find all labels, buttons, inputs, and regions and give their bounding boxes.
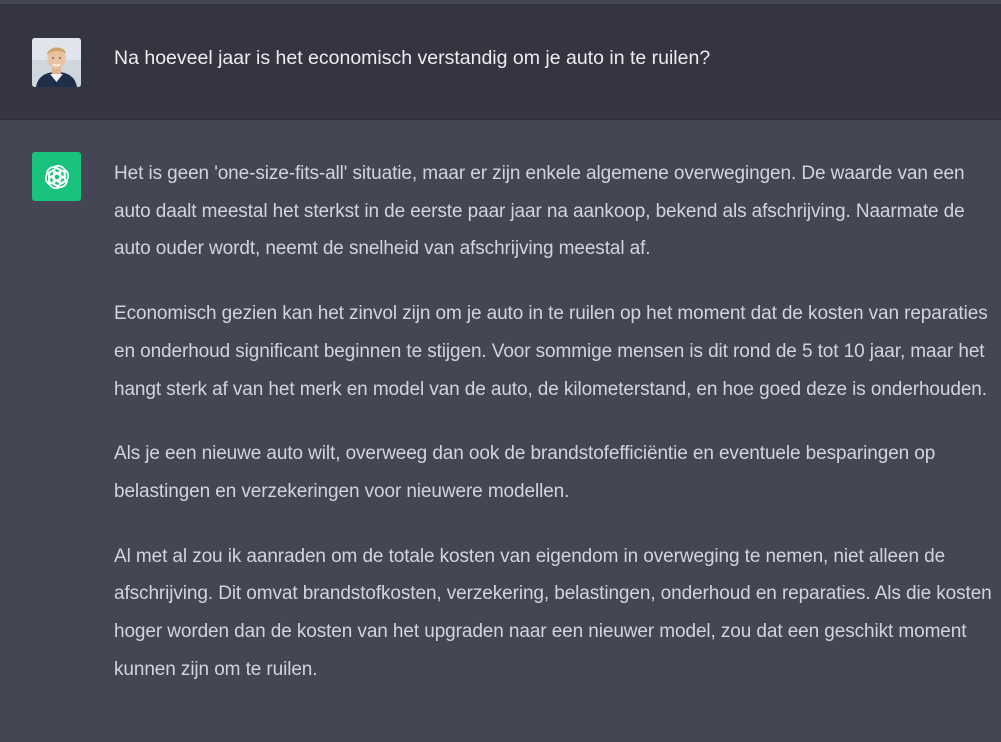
- assistant-avatar: [32, 152, 81, 201]
- user-avatar: [32, 38, 81, 87]
- assistant-paragraph-2: Economisch gezien kan het zinvol zijn om je auto in te ruilen op het moment dat de kosten van reparaties en onderhoud significant beginnen te stijgen. Voor sommige mensen is dit rond de 5 tot 10 jaar, maar het hangt sterk af van het merk en model van de auto, de kilometerstand, en hoe goed deze is onderhouden.: [114, 303, 988, 400]
- assistant-paragraph-1: Het is geen 'one-size-fits-all' situatie, maar er zijn enkele algemene overwegingen. De waarde van een auto daalt meestal het sterkst in de eerste paar jaar na aankoop, bekend als afschrijving. Naarmate de auto ouder wordt, neemt de snelheid van afschrijving meestal af.: [114, 163, 965, 260]
- user-avatar-photo-icon: [32, 38, 81, 87]
- assistant-paragraph-4: Al met al zou ik aanraden om de totale kosten van eigendom in overweging te nemen, niet alleen de afschrijving. Dit omvat brandstofkosten, verzekering, belastingen, onderhoud en reparaties. Als die kosten hoger worden dan de kosten van het upgraden naar een nieuwer model, zou dat een geschikt moment kunnen zijn om te ruilen.: [114, 545, 992, 680]
- assistant-paragraph-3: Als je een nieuwe auto wilt, overweeg dan ook de brandstofefficiëntie en eventuele besparingen op belastingen en verzekeringen voor nieuwere modellen.: [114, 443, 936, 502]
- user-message-text: Na hoeveel jaar is het economisch verstandig om je auto in te ruilen?: [114, 47, 711, 69]
- user-message-row: [0, 4, 1001, 120]
- openai-logo-icon: [42, 162, 72, 192]
- assistant-message-row: [0, 120, 1001, 742]
- assistant-message-text: [114, 155, 994, 715]
